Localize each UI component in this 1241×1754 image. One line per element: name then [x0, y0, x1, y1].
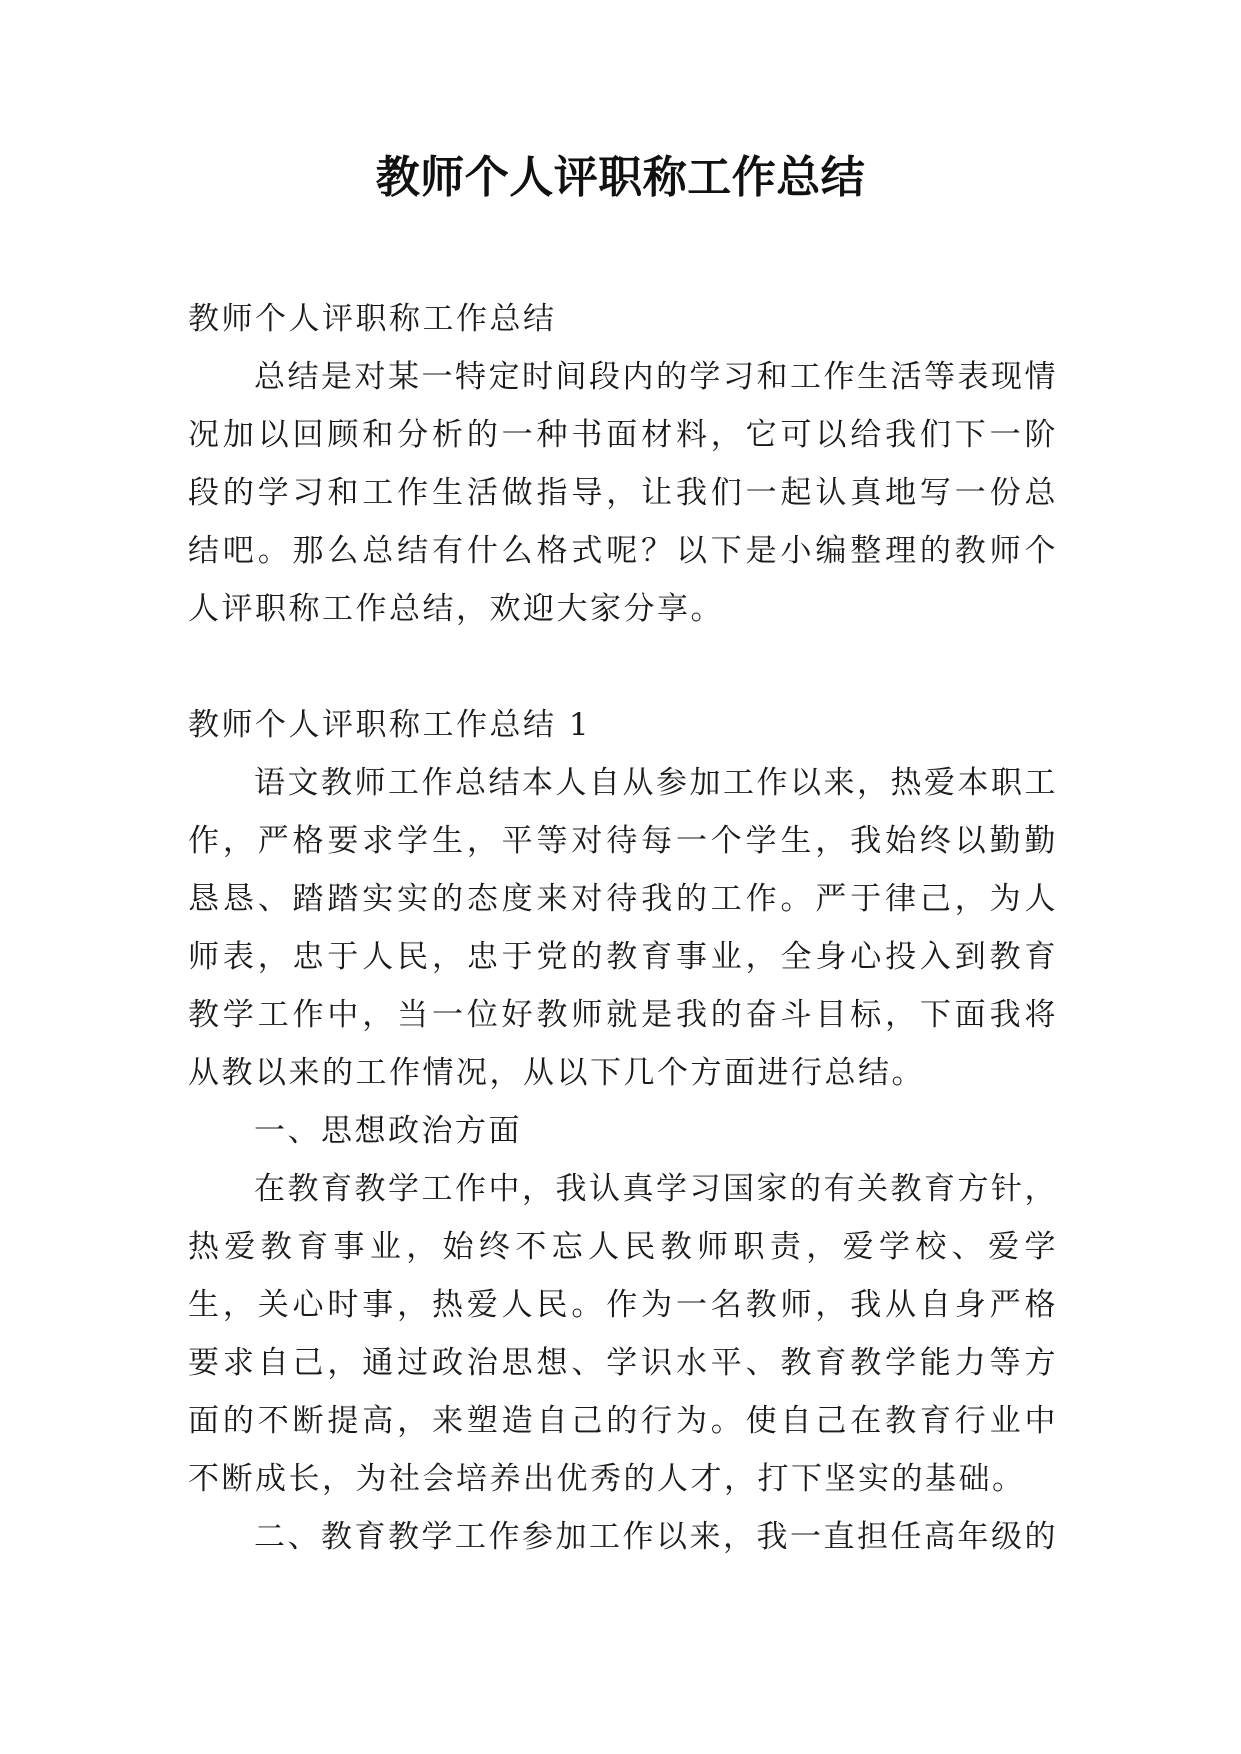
- document-body: [188, 290, 1058, 1566]
- heading-teaching: 二、教育教学工作参加工作以来，我一直担任高年级的: [254, 1519, 1058, 1555]
- intro-paragraph: 总结是对某一特定时间段内的学习和工作生活等表现情况加以回顾和分析的一种书面材料，它可以给我们下一阶段的学习和工作生活做指导，让我们一起认真地写一份总结吧。那么总结有什么格式呢？以下是小编整理的教师个人评职称工作总结，欢迎大家分享。: [188, 359, 1058, 627]
- heading-political: 一、思想政治方面: [254, 1113, 522, 1149]
- document-title: 教师个人评职称工作总结: [375, 152, 866, 203]
- section-1-paragraph-2: 在教育教学工作中，我认真学习国家的有关教育方针，热爱教育事业，始终不忘人民教师职责，爱学校、爱学生，关心时事，热爱人民。作为一名教师，我从自身严格要求自己，通过政治思想、学识水平、教育教学能力等方面的不断提高，来塑造自己的行为。使自己在教育行业中不断成长，为社会培养出优秀的人才，打下坚实的基础。: [188, 1171, 1058, 1497]
- subtitle-line: 教师个人评职称工作总结: [188, 301, 557, 337]
- section-1-paragraph-1: 语文教师工作总结本人自从参加工作以来，热爱本职工作，严格要求学生，平等对待每一个学生，我始终以勤勤恳恳、踏踏实实的态度来对待我的工作。严于律己，为人师表，忠于人民，忠于党的教育事业，全身心投入到教育教学工作中，当一位好教师就是我的奋斗目标，下面我将从教以来的工作情况，从以下几个方面进行总结。: [188, 765, 1058, 1091]
- section-gap: [188, 638, 1058, 696]
- section-1-title: 教师个人评职称工作总结 1: [188, 707, 592, 743]
